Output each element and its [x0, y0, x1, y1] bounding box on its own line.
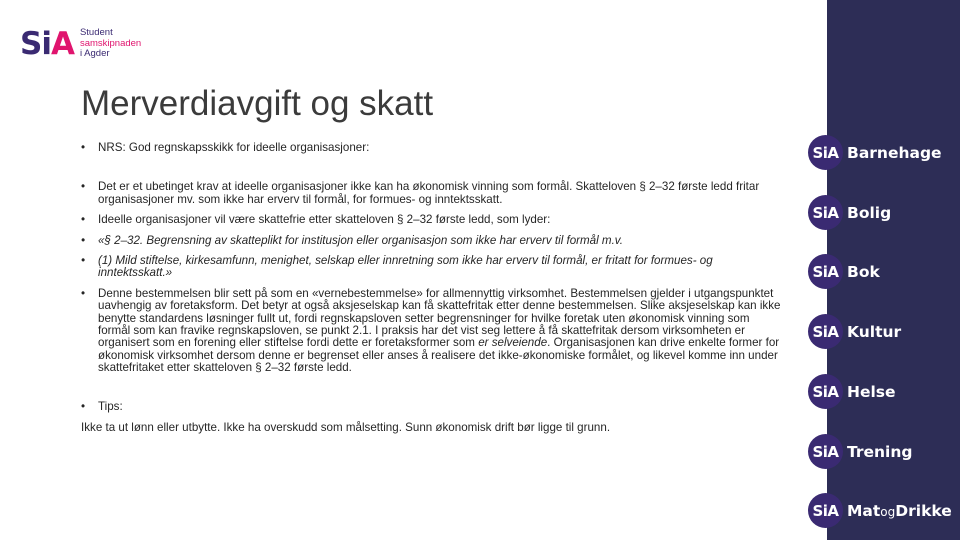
bullet-vernebestemmelse-text2: . Organisasjonen kan drive enkelte former for økonomisk virksomhet dersom denne er begrenset eller anses å realisere det ikke-økonomiske formålet, og likevel komme inn under skattefritaket etter skatteloven § 2–32 første ledd.: [98, 336, 780, 375]
brand-barnehage: [808, 135, 942, 170]
brand-trening: [808, 434, 913, 469]
bullet-vernebestemmelse-italic: er selveiende: [478, 336, 548, 350]
logo-line2: samskipnaden: [79, 37, 142, 49]
bullet-tips: • Tips:: [81, 401, 781, 413]
logo-mark-a: A: [50, 26, 74, 62]
brand-name-mat: Mat: [847, 501, 881, 520]
brand-circle-logo: SiA: [808, 254, 843, 289]
bullet-nrs: • NRS: God regnskapsskikk for ideelle organisasjoner:: [81, 142, 781, 154]
brand-name-drikke: Drikke: [895, 501, 952, 520]
bullet-vernebestemmelse-text1: Denne bestemmelsen blir sett på som en «vernebestemmelse» for allmennyttig virksomhet. Bestemmelsen gjelder i utgangspunktet uavhengig av foretaksform. Det betyr at også aksjeselskap kan få skattefritak etter denne bestemmelsen. Slike aksjeselskap kan ikke benytte standardens løsninger fullt ut, fordi regnskapsloven setter begrensninger for hvilke foretak uten økonomisk vinning som formål som kan fravike regnskapsloven, se punkt 2.1. I praksis har det vist seg lettere å få skattefritak dersom virksomheten er organisert som en forening eller stiftelse fordi dette er foretaksformer som: [98, 286, 781, 350]
brand-bolig: [808, 195, 891, 230]
tips-text: Ikke ta ut lønn eller utbytte. Ikke ha overskudd som målsetting. Sunn økonomisk drift bør ligge til grunn.: [81, 421, 611, 435]
page-title: Merverdiavgift og skatt: [81, 84, 434, 123]
bullet-paragraf: • «§ 2–32. Begrensning av skatteplikt for institusjon eller organisasjon som ikke har erverv til formål m.v.: [81, 235, 781, 247]
brand-circle-logo: SiA: [808, 314, 843, 349]
brand-name: Trening: [847, 442, 913, 461]
bullet-ideelle: • Ideelle organisasjoner vil være skattefrie etter skatteloven § 2–32 første ledd, som lyder:: [81, 214, 781, 226]
brand-name: Bok: [847, 262, 880, 281]
logo-mark-si: Si: [20, 26, 51, 62]
brand-name: Kultur: [847, 322, 902, 341]
brand-circle-logo: SiA: [808, 493, 843, 528]
brand-circle-logo: SiA: [808, 135, 843, 170]
slide-body: [81, 142, 781, 435]
sia-logo: [20, 26, 141, 62]
brand-helse: [808, 374, 896, 409]
brand-circle-logo: SiA: [808, 434, 843, 469]
bullet-mild-stiftelse: • (1) Mild stiftelse, kirkesamfunn, menighet, selskap eller innretning som ikke har erverv til formål, er fritatt for formues- og inntektsskatt.»: [81, 255, 781, 280]
brand-name: [847, 502, 952, 520]
brand-name: Bolig: [847, 203, 892, 222]
brand-circle-logo: SiA: [808, 195, 843, 230]
brand-mat-og-drikke: [808, 493, 952, 528]
brand-name: Barnehage: [847, 143, 942, 162]
bullet-vernebestemmelse: [81, 288, 781, 375]
brand-bok: [808, 254, 880, 289]
brand-kultur: [808, 314, 901, 349]
logo-mark: [20, 26, 74, 62]
logo-line3: i Agder: [79, 48, 110, 60]
logo-line1: Student: [79, 27, 113, 39]
logo-text: [80, 28, 141, 60]
brand-name-og: og: [880, 504, 896, 519]
brand-circle-logo: SiA: [808, 374, 843, 409]
brand-name: Helse: [847, 382, 896, 401]
bullet-ubetinget-krav: • Det er et ubetinget krav at ideelle organisasjoner ikke kan ha økonomisk vinning som formål. Skatteloven § 2–32 første ledd fritar organisasjoner mv. som ikke har erverv til formål, for formues- og inntektsskatt.: [81, 181, 781, 206]
